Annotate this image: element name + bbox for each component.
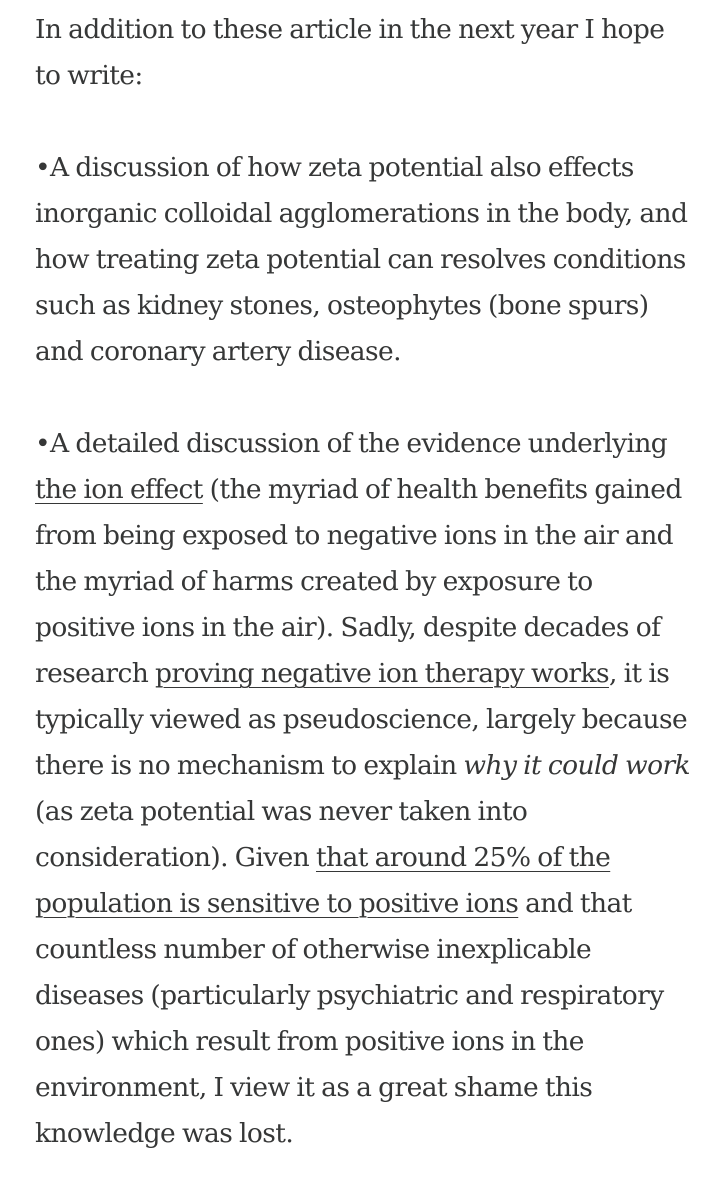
paragraph-text: , it is typically viewed as pseudoscience, largely because there is no mechanism to explain: [35, 658, 688, 781]
paragraph-text: and that countless number of otherwise inexplicable diseases (particularly psychiatric and respiratory ones) which result from positive ions in the environment, I view it as a great shame this knowledge was lost.: [35, 888, 664, 1149]
article-body: [35, 7, 695, 1157]
paragraph-text: (as zeta potential was never taken into consideration). Given: [35, 796, 528, 873]
paragraph-text: •A detailed discussion of the evidence underlying: [35, 428, 668, 459]
link-negative-ion-therapy[interactable]: proving negative ion therapy works: [155, 658, 609, 689]
bullet-paragraph-ion-effect: [35, 421, 695, 1157]
paragraph-text: (the myriad of health benefits gained from being exposed to negative ions in the air and the myriad of harms created by exposure to positive ions in the air). Sadly, despite decades of research: [35, 474, 682, 689]
emphasis-text: why it could work: [463, 750, 690, 781]
intro-paragraph: In addition to these article in the next year I hope to write:: [35, 14, 665, 91]
link-positive-ion-sensitivity[interactable]: that around 25% of the population is sensitive to positive ions: [35, 842, 611, 919]
bullet-paragraph-zeta: •A discussion of how zeta potential also effects inorganic colloidal agglomerations in the body, and how treating zeta potential can resolves conditions such as kidney stones, osteophytes (bone spurs) and coronary artery disease.: [35, 152, 688, 367]
link-ion-effect[interactable]: the ion effect: [35, 474, 203, 505]
